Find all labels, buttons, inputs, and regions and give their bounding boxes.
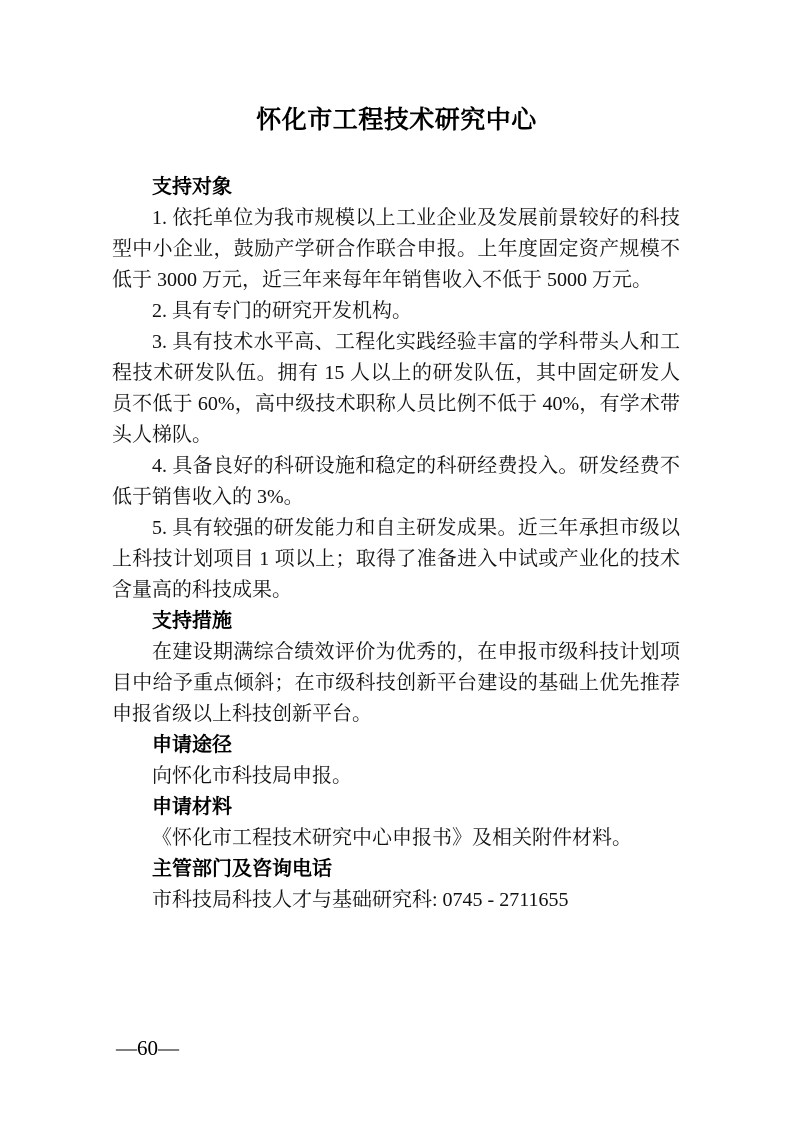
page-number: —60— [116,1036,179,1060]
body-paragraph: 5. 具有较强的研发能力和自主研发成果。近三年承担市级以上科技计划项目 1 项以上；取得了准备进入中试或产业化的技术含量高的科技成果。 [112,517,680,601]
section-heading: 申请途径 [152,734,232,756]
document-body [112,172,680,916]
section-heading: 支持措施 [152,610,232,632]
section-heading: 申请材料 [152,796,232,818]
body-paragraph: 《怀化市工程技术研究中心申报书》及相关附件材料。 [152,827,632,849]
body-paragraph: 在建设期满综合绩效评价为优秀的，在申报市级科技计划项目中给予重点倾斜；在市级科技创新平台建设的基础上优先推荐申报省级以上科技创新平台。 [112,641,680,725]
document-title: 怀化市工程技术研究中心 [256,107,537,134]
section-heading: 主管部门及咨询电话 [152,858,332,880]
body-paragraph: 1. 依托单位为我市规模以上工业企业及发展前景较好的科技型中小企业，鼓励产学研合作联合申报。上年度固定资产规模不低于 3000 万元，近三年来每年年销售收入不低于 5000 万元。 [112,207,680,291]
section-heading: 支持对象 [152,176,232,198]
body-paragraph: 市科技局科技人才与基础研究科: 0745 - 2711655 [152,889,569,911]
body-paragraph: 3. 具有技术水平高、工程化实践经验丰富的学科带头人和工程技术研发队伍。拥有 15 人以上的研发队伍，其中固定研发人员不低于 60%，高中级技术职称人员比例不低于 40%，有学术带头人梯队。 [112,331,680,446]
body-paragraph: 2. 具有专门的研究开发机构。 [152,300,412,322]
body-paragraph: 向怀化市科技局申报。 [152,765,352,787]
body-paragraph: 4. 具备良好的科研设施和稳定的科研经费投入。研发经费不低于销售收入的 3%。 [112,455,680,508]
